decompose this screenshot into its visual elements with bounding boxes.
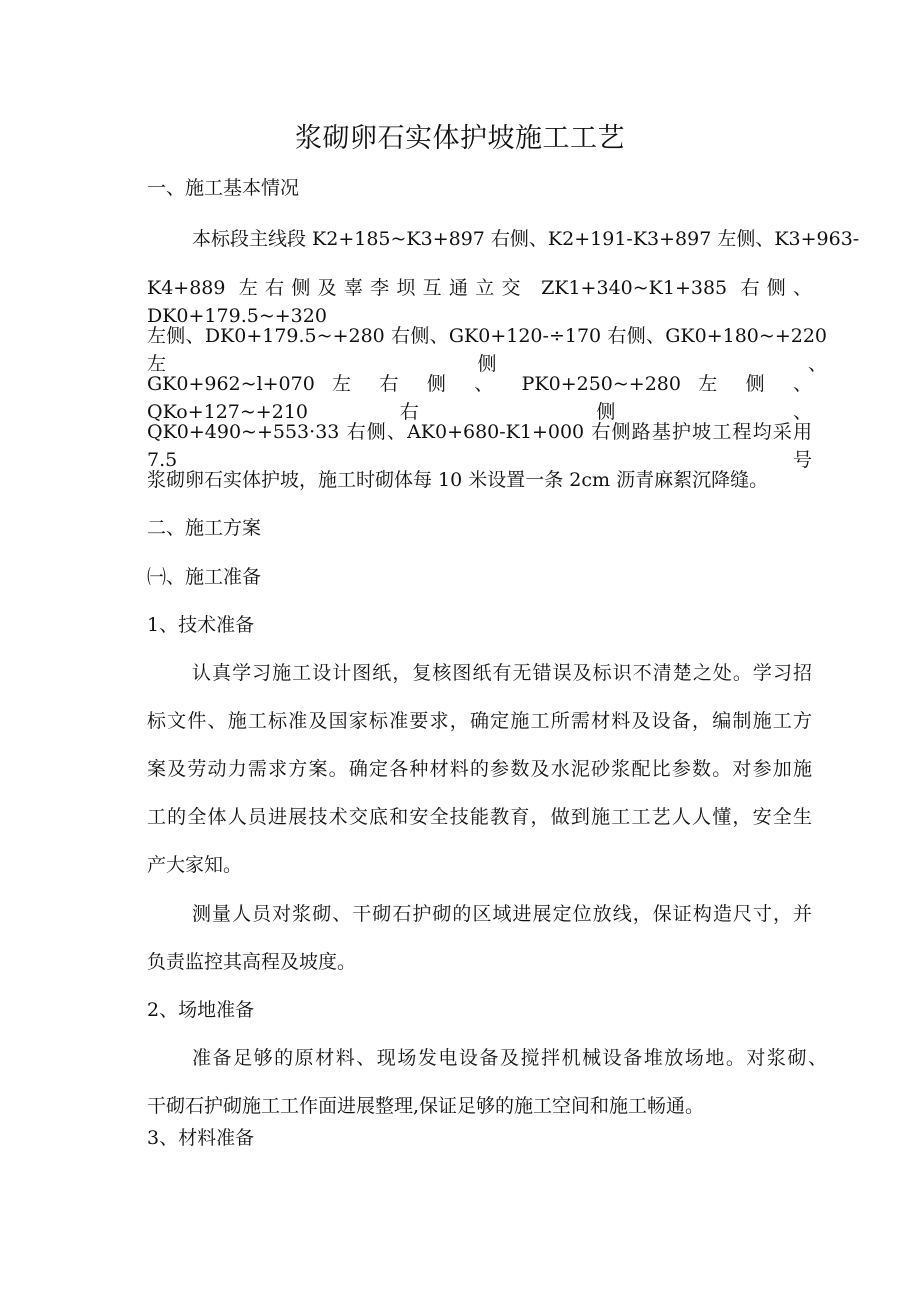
paragraph-line: 左侧、DK0+179.5~+280 右侧、GK0+120-÷170 右侧、GK0+180~+220 左侧、 <box>147 325 827 375</box>
item-heading-materials: 3、材料准备 <box>147 1127 255 1149</box>
paragraph-line: 干砌石护砌施工工作面进展整理,保证足够的施工空间和施工畅通。 <box>147 1095 705 1117</box>
item-heading-site: 2、场地准备 <box>147 999 255 1021</box>
paragraph-line: QK0+490~+553·33 右侧、AK0+680-K1+000 右侧路基护坡工程均采用 7.5 号 <box>147 421 812 471</box>
section-heading-plan: 二、施工方案 <box>147 517 262 539</box>
paragraph-line: 浆砌卵石实体护坡，施工时砌体每 10 米设置一条 2cm 沥青麻絮沉降缝。 <box>147 469 769 491</box>
document-title: 浆砌卵石实体护坡施工工艺 <box>295 123 625 154</box>
subsection-heading-preparation: ㈠、施工准备 <box>147 566 262 588</box>
paragraph-line: 负责监控其高程及坡度。 <box>147 951 357 973</box>
paragraph-line: 标文件、施工标准及国家标准要求，确定施工所需材料及设备，编制施工方 <box>147 710 812 732</box>
paragraph-line: 准备足够的原材料、现场发电设备及搅拌机械设备堆放场地。对浆砌、 <box>192 1047 827 1069</box>
paragraph-line: 案及劳动力需求方案。确定各种材料的参数及水泥砂浆配比参数。对参加施 <box>147 758 812 780</box>
paragraph-line: GK0+962~l+070 左 右 侧 、 PK0+250~+280 左 侧 、 QKo+127~+210 右 侧 、 <box>147 373 812 423</box>
section-heading-basic-info: 一、施工基本情况 <box>147 177 300 199</box>
paragraph-line: K4+889 左右侧及辜李坝互通立交 ZK1+340~K1+385 右侧、DK0+179.5~+320 <box>147 277 812 327</box>
item-heading-technical: 1、技术准备 <box>147 614 255 636</box>
paragraph-line: 产大家知。 <box>147 854 243 876</box>
paragraph-line: 工的全体人员进展技术交底和安全技能教育，做到施工工艺人人懂，安全生 <box>147 806 812 828</box>
paragraph-line: 认真学习施工设计图纸，复核图纸有无错误及标识不清楚之处。学习招 <box>192 662 812 684</box>
paragraph-line: 测量人员对浆砌、干砌石护砌的区域进展定位放线，保证构造尺寸，并 <box>192 903 812 925</box>
paragraph-line: 本标段主线段 K2+185~K3+897 右侧、K2+191-K3+897 左侧、K3+963- <box>192 228 860 250</box>
